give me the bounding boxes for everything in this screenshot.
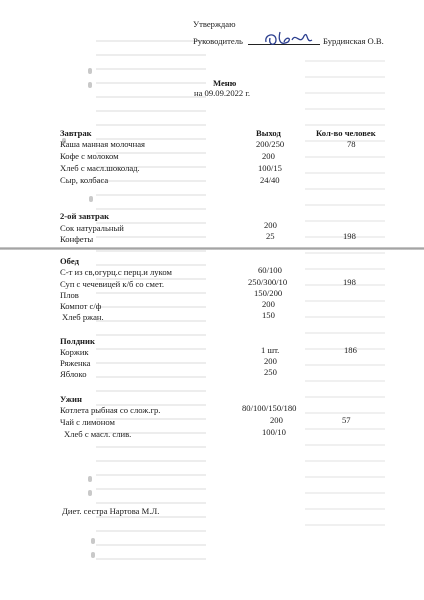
scan-fold-line <box>0 247 424 250</box>
signature-icon <box>262 28 316 50</box>
menu-item-name: Коржик <box>60 347 89 357</box>
menu-item-output: 250 <box>264 367 277 377</box>
section-title-snack: Полдник <box>60 336 95 346</box>
menu-item-name: Сыр, колбаса <box>60 175 109 185</box>
menu-item-name: С-т из св,огурц.с перц.и луком <box>60 267 172 277</box>
punch-hole-mark <box>89 196 93 202</box>
menu-item-output: 200 <box>262 151 275 161</box>
menu-item-output: 150/200 <box>254 288 283 298</box>
menu-item-name: Хлеб с масл.шоколад. <box>60 163 140 173</box>
menu-item-output: 200 <box>264 220 277 230</box>
punch-hole-mark <box>88 476 92 482</box>
menu-item-output: 200 <box>262 299 275 309</box>
menu-item-output: 200/250 <box>256 139 285 149</box>
menu-item-output: 150 <box>262 310 275 320</box>
menu-item-output: 250/300/10 <box>248 277 288 287</box>
section-title-breakfast: Завтрак <box>60 128 92 138</box>
menu-item-output: 100/15 <box>258 163 282 173</box>
menu-item-name: Хлеб ржан. <box>62 312 104 322</box>
menu-item-output: 200 <box>264 356 277 366</box>
menu-item-name: Сок натуральный <box>60 223 124 233</box>
menu-item-output: 60/100 <box>258 265 282 275</box>
menu-date: на 09.09.2022 г. <box>194 88 251 98</box>
people-count: 198 <box>343 231 356 241</box>
punch-hole-mark <box>91 538 95 544</box>
approve-label: Утверждаю <box>193 19 236 29</box>
section-title-second-breakfast: 2-ой завтрак <box>60 211 110 221</box>
punch-hole-mark <box>91 552 95 558</box>
people-count: 57 <box>342 415 351 425</box>
menu-item-name: Ряженка <box>60 358 91 368</box>
signer-name: Бурдинская О.В. <box>323 36 384 46</box>
role-label: Руководитель <box>193 36 243 46</box>
dietary-nurse-signature: Диет. сестра Нартова М.Л. <box>62 506 160 516</box>
menu-title: Меню <box>213 78 237 88</box>
menu-item-name: Конфеты <box>60 234 94 244</box>
menu-item-output: 1 шт. <box>261 345 280 355</box>
menu-item-name: Плов <box>60 290 79 300</box>
menu-item-output: 80/100/150/180 <box>242 403 297 413</box>
menu-item-name: Котлета рыбная со слож.гр. <box>60 405 161 415</box>
section-title-lunch: Обед <box>60 256 79 266</box>
menu-item-output: 24/40 <box>260 175 280 185</box>
menu-item-name: Яблоко <box>60 369 87 379</box>
menu-item-name: Кофе с молоком <box>60 151 119 161</box>
punch-hole-mark <box>88 68 92 74</box>
punch-hole-mark <box>88 490 92 496</box>
bleed-through-texture <box>96 40 206 560</box>
column-header-output: Выход <box>256 128 281 138</box>
column-header-people: Кол-во человек <box>316 128 376 138</box>
menu-item-name: Компот с/ф <box>60 301 102 311</box>
section-title-dinner: Ужин <box>60 394 82 404</box>
people-count: 78 <box>347 139 356 149</box>
people-count: 198 <box>343 277 356 287</box>
menu-item-name: Суп с чечевицей к/б со смет. <box>60 279 165 289</box>
menu-item-output: 200 <box>270 415 283 425</box>
menu-item-name: Чай с лимоном <box>60 417 115 427</box>
menu-item-name: Каша манная молочная <box>60 139 145 149</box>
menu-item-output: 25 <box>266 231 275 241</box>
menu-item-name: Хлеб с масл. слив. <box>64 429 132 439</box>
punch-hole-mark <box>88 82 92 88</box>
menu-item-output: 100/10 <box>262 427 286 437</box>
people-count: 186 <box>344 345 357 355</box>
